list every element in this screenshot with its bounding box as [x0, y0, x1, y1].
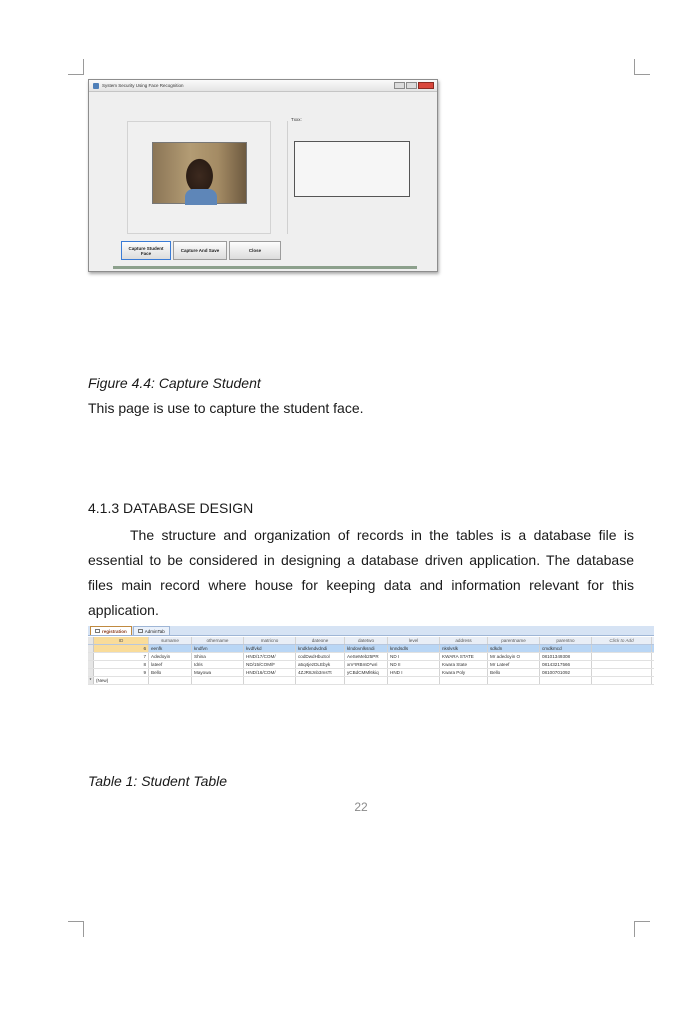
cell[interactable]: Mr adedoyin O — [488, 653, 540, 660]
table-icon — [138, 629, 143, 633]
new-record-icon: * — [88, 677, 94, 684]
cell[interactable]: codDwdHbuSol — [296, 653, 345, 660]
section-heading: 4.1.3 DATABASE DESIGN — [88, 500, 254, 516]
header-row — [88, 637, 654, 645]
cell[interactable] — [244, 677, 296, 684]
table-caption: Table 1: Student Table — [88, 773, 228, 789]
capture-window-screenshot — [88, 79, 438, 272]
cell[interactable]: Mayowa — [192, 669, 244, 676]
column-header[interactable]: surname — [149, 637, 192, 644]
cell[interactable]: 6 — [94, 645, 149, 652]
cell[interactable] — [388, 677, 440, 684]
window-controls — [394, 82, 434, 89]
crop-mark-bottom-left — [68, 921, 84, 937]
cell[interactable]: 08143217566 — [540, 661, 592, 668]
paragraph-line: essential to be considered in designing a database driven application. The database — [88, 552, 634, 568]
tab-label: registration — [102, 628, 127, 634]
tab-label: AdminTab — [144, 628, 165, 634]
cell[interactable] — [592, 645, 652, 652]
cell[interactable]: nkslvslk — [440, 645, 488, 652]
cell[interactable]: yCBdCMMl6kiq — [345, 669, 388, 676]
cell[interactable]: HND I — [388, 669, 440, 676]
window-bottom-bar — [113, 266, 417, 269]
text-label: Txxx: — [291, 117, 302, 122]
cell[interactable] — [592, 653, 652, 660]
cell[interactable] — [345, 677, 388, 684]
cell[interactable]: klndovnlksndi — [345, 645, 388, 652]
column-header[interactable]: level — [388, 637, 440, 644]
paragraph-line: files main record where house for keeping data and information relevant for this — [88, 577, 634, 593]
cell[interactable]: Kwara Poly — [440, 669, 488, 676]
crop-mark-top-right — [634, 59, 650, 75]
cell[interactable]: 9 — [94, 669, 149, 676]
cell[interactable]: ND/15/COM/F — [244, 661, 296, 668]
capture-and-save-button[interactable]: Capture And Save — [173, 241, 227, 260]
cell[interactable] — [592, 661, 652, 668]
figure-text: This page is use to capture the student face. — [88, 400, 364, 416]
cell[interactable]: Adedoyin — [149, 653, 192, 660]
cell[interactable] — [149, 677, 192, 684]
cell[interactable]: ND I — [388, 653, 440, 660]
database-paragraph — [88, 523, 634, 623]
column-header[interactable]: ID — [94, 637, 149, 644]
capture-student-face-button[interactable]: Capture Student Face — [121, 241, 171, 260]
student-table-screenshot — [88, 626, 654, 722]
table-row[interactable] — [88, 653, 654, 661]
cell[interactable]: sdkdn — [488, 645, 540, 652]
cell[interactable]: ND II — [388, 661, 440, 668]
cell[interactable] — [192, 677, 244, 684]
paragraph-line: application. — [88, 602, 159, 618]
click-to-add-header[interactable]: Click to Add — [592, 637, 652, 644]
table-tabs — [88, 626, 654, 636]
new-record-row[interactable] — [88, 677, 654, 685]
cell[interactable] — [592, 669, 652, 676]
cell[interactable]: 08101349308 — [540, 653, 592, 660]
cell[interactable] — [440, 677, 488, 684]
maximize-icon[interactable] — [406, 82, 417, 89]
cell[interactable]: AeSeMeb25PR — [345, 653, 388, 660]
crop-mark-top-left — [68, 59, 84, 75]
cell[interactable]: Bello — [149, 669, 192, 676]
window-title: System Security Using Face Recognition — [102, 83, 184, 88]
cell[interactable]: Shina — [192, 653, 244, 660]
cell[interactable]: HND/17/COM/ — [244, 653, 296, 660]
cell[interactable]: 7 — [94, 653, 149, 660]
cell[interactable]: knndsdls — [388, 645, 440, 652]
close-button[interactable]: Close — [229, 241, 281, 260]
new-row-label[interactable]: (New) — [94, 677, 149, 684]
column-header[interactable]: othername — [192, 637, 244, 644]
cell[interactable]: 08100701092 — [540, 669, 592, 676]
table-icon — [95, 629, 100, 633]
column-header[interactable]: parentno — [540, 637, 592, 644]
tab-registration[interactable] — [90, 626, 132, 635]
close-icon[interactable] — [418, 82, 434, 89]
crop-mark-bottom-right — [634, 921, 650, 937]
datasheet-grid — [88, 637, 654, 685]
cell[interactable]: 8 — [94, 661, 149, 668]
camera-frame — [127, 121, 271, 234]
column-header[interactable]: parentname — [488, 637, 540, 644]
cell[interactable]: lateef — [149, 661, 192, 668]
table-row[interactable] — [88, 669, 654, 677]
cell[interactable] — [488, 677, 540, 684]
window-title-bar — [89, 80, 437, 92]
paragraph-line: The structure and organization of records in the tables is a database file is — [130, 527, 634, 543]
cell[interactable]: a5q4jezDLEbyk — [296, 661, 345, 668]
text-box[interactable] — [294, 141, 410, 197]
cell[interactable]: xm*IRBmD*wri — [345, 661, 388, 668]
figure-caption: Figure 4.4: Capture Student — [88, 375, 261, 391]
column-header[interactable]: datetwo — [345, 637, 388, 644]
tab-admintab[interactable] — [133, 626, 170, 635]
cell[interactable]: HND/16/COM/ — [244, 669, 296, 676]
cell[interactable]: kndfvn — [192, 645, 244, 652]
app-icon — [93, 83, 99, 89]
minimize-icon[interactable] — [394, 82, 405, 89]
student-face-image — [152, 142, 247, 204]
table-row[interactable] — [88, 645, 654, 653]
cell[interactable]: KWARA STATE — [440, 653, 488, 660]
column-header[interactable]: dateone — [296, 637, 345, 644]
cell[interactable]: kvdfvkd — [244, 645, 296, 652]
cell[interactable]: eenfk — [149, 645, 192, 652]
cell[interactable]: Kwara State — [440, 661, 488, 668]
cell[interactable]: Bello — [488, 669, 540, 676]
cell[interactable]: kndklvndvdndi — [296, 645, 345, 652]
cell[interactable] — [540, 677, 592, 684]
page-number: 22 — [354, 800, 368, 814]
cell[interactable] — [296, 677, 345, 684]
column-header[interactable]: matricno — [244, 637, 296, 644]
cell[interactable] — [592, 677, 652, 684]
cell[interactable]: Mr Lateef — [488, 661, 540, 668]
column-header[interactable]: address — [440, 637, 488, 644]
cell[interactable]: cmdkmcd — [540, 645, 592, 652]
table-row[interactable] — [88, 661, 654, 669]
cell[interactable]: Idris — [192, 661, 244, 668]
cell[interactable]: 4ZJR8Jnb3msTt — [296, 669, 345, 676]
